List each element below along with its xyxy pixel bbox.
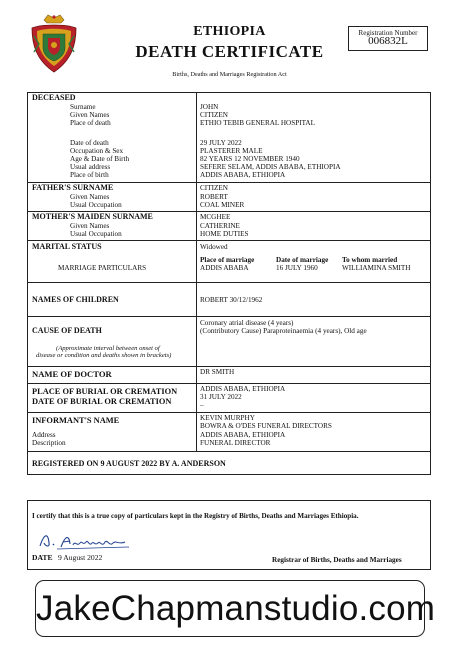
burial-date: 31 JULY 2022 [200, 393, 242, 401]
deceased-label: Usual address [70, 163, 111, 171]
deceased-value: PLASTERER MALE [200, 147, 263, 155]
burial-dash: – [200, 401, 204, 409]
deceased-label: Age & Date of Birth [70, 155, 130, 163]
informant-heading: INFORMANT'S NAME [32, 416, 120, 425]
deceased-label: Surname [70, 103, 96, 111]
deceased-value: SEFERE SELAM, ADDIS ABABA, ETHIOPIA [200, 163, 341, 171]
marriage-col-whom: To whom married [342, 256, 398, 264]
father-label: Given Names [70, 193, 110, 201]
brand-text: JakeChapmanstudio.com [36, 589, 436, 628]
deceased-label: Place of birth [70, 171, 109, 179]
burial-date-heading: DATE OF BURIAL OR CREMATION [32, 397, 172, 406]
father-value: COAL MINER [200, 201, 245, 209]
cause-line: Coronary atrial disease (4 years) [200, 319, 294, 327]
marital-heading: MARITAL STATUS [32, 242, 102, 251]
father-surname: CITIZEN [200, 184, 228, 192]
row-divider [28, 282, 430, 283]
deceased-value: 29 JULY 2022 [200, 139, 242, 147]
act-subtitle: Births, Deaths and Marriages Registration Act [172, 71, 287, 78]
father-heading: FATHER'S SURNAME [32, 183, 114, 192]
burial-place-heading: PLACE OF BURIAL OR CREMATION [32, 387, 178, 396]
registrar-title: Registrar of Births, Deaths and Marriages [272, 556, 402, 564]
marriage-col-place: Place of marriage [200, 256, 255, 264]
deceased-label: Place of death [70, 119, 111, 127]
marriage-spouse: WILLIAMINA SMITH [342, 264, 411, 272]
informant-name: KEVIN MURPHY [200, 414, 255, 422]
marriage-particulars-label: MARRIAGE PARTICULARS [58, 264, 147, 272]
date-value: 9 August 2022 [58, 553, 103, 562]
informant-label: Address [32, 431, 56, 439]
mother-heading: MOTHER'S MAIDEN SURNAME [32, 212, 153, 221]
deceased-heading: DECEASED [32, 93, 76, 102]
children-value: ROBERT 30/12/1962 [200, 296, 263, 304]
cause-note: disease or condition and deaths shown in brackets) [36, 352, 172, 359]
row-divider [28, 240, 430, 241]
deceased-value: ETHIO TEBIB GENERAL HOSPITAL [200, 119, 316, 127]
father-label: Usual Occupation [70, 201, 122, 209]
informant-label: Description [32, 439, 66, 447]
mother-value: HOME DUTIES [200, 230, 249, 238]
informant-description: FUNERAL DIRECTOR [200, 439, 271, 447]
watermark-banner [35, 580, 436, 637]
date-label: DATE [32, 553, 53, 562]
marital-status: Widowed [200, 243, 228, 251]
deceased-label: Given Names [70, 111, 110, 119]
deceased-label: Occupation & Sex [70, 147, 124, 155]
certification-statement: I certify that this is a true copy of particulars kept in the Registry of Births, Deaths and Marriages Ethiopia. [32, 512, 359, 520]
children-heading: NAMES OF CHILDREN [32, 295, 119, 304]
registered-line: REGISTERED ON 9 AUGUST 2022 BY A. ANDERSON [32, 459, 226, 468]
row-divider [28, 451, 430, 452]
doctor-value: DR SMITH [200, 368, 235, 376]
mother-surname: MCGHEE [200, 213, 231, 221]
marriage-col-date: Date of marriage [276, 256, 329, 264]
registration-label: Registration Number [358, 29, 418, 37]
registration-number: 006832L [368, 35, 408, 47]
mother-label: Given Names [70, 222, 110, 230]
deceased-value: 82 YEARS 12 NOVEMBER 1940 [200, 155, 300, 163]
mother-value: CATHERINE [200, 222, 240, 230]
row-divider [28, 383, 430, 384]
deceased-value: CITIZEN [200, 111, 228, 119]
deceased-label: Date of death [70, 139, 109, 147]
deceased-value: ADDIS ABABA, ETHIOPIA [200, 171, 286, 179]
row-divider [28, 412, 430, 413]
coat-of-arms-icon [30, 14, 78, 74]
cause-line: (Contributory Cause) Paraproteinaemia (4 years), Old age [200, 327, 367, 335]
column-divider [196, 93, 197, 451]
doctor-heading: NAME OF DOCTOR [32, 369, 112, 379]
cause-heading: CAUSE OF DEATH [32, 326, 102, 335]
informant-address: ADDIS ABABA, ETHIOPIA [200, 431, 286, 439]
cause-note: (Approximate interval between onset of [56, 345, 160, 352]
country-title: ETHIOPIA [193, 24, 266, 39]
registration-box [348, 26, 428, 51]
marriage-place: ADDIS ABABA [200, 264, 249, 272]
row-divider [28, 366, 430, 367]
marriage-date: 16 JULY 1960 [276, 264, 318, 272]
document-title: DEATH CERTIFICATE [135, 42, 324, 61]
signature-image [37, 530, 137, 552]
deceased-value: JOHN [200, 103, 219, 111]
father-value: ROBERT [200, 193, 228, 201]
burial-place: ADDIS ABABA, ETHIOPIA [200, 385, 286, 393]
mother-label: Usual Occupation [70, 230, 122, 238]
row-divider [28, 316, 430, 317]
informant-company: BOWRA & O'DES FUNERAL DIRECTORS [200, 422, 332, 430]
